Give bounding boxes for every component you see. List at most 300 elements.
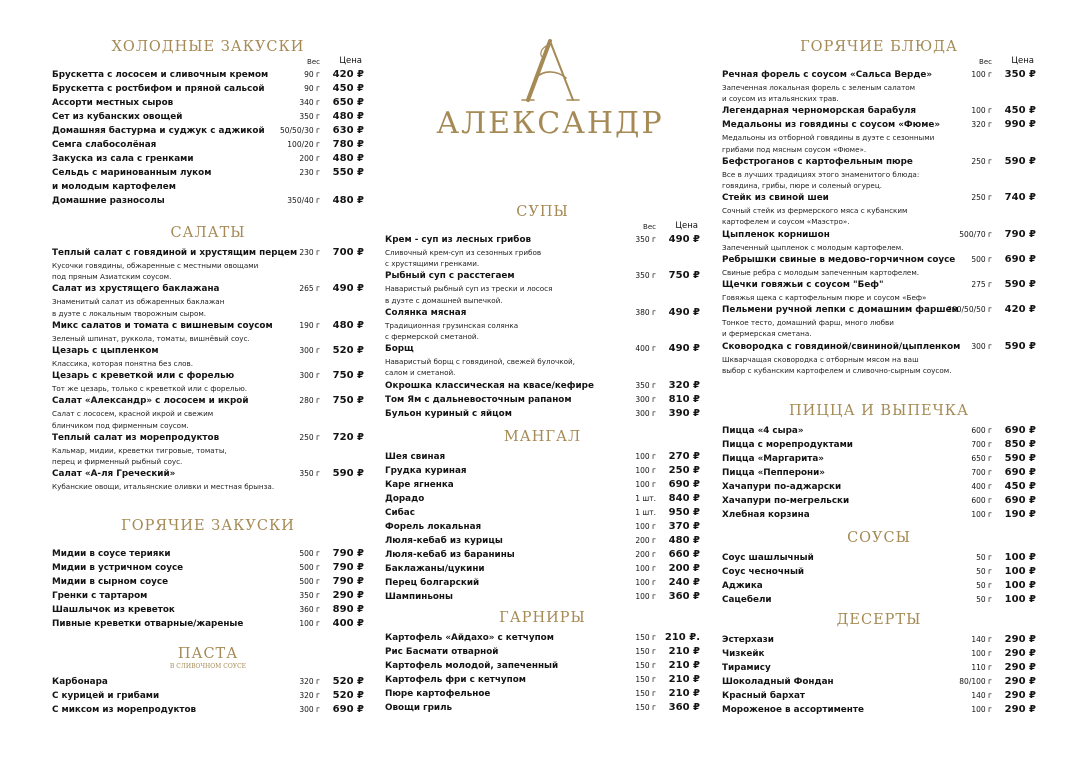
menu-item-price: 450 ₽ (1004, 481, 1036, 492)
menu-item-weight: 350 г (635, 271, 656, 281)
menu-item-weight: 50 г (976, 581, 992, 590)
menu-item (385, 701, 700, 715)
menu-item-weight: 50 г (976, 595, 992, 604)
menu-item-description: выбор с кубанским картофелем и сливочно-сырным соусом. (722, 365, 952, 375)
menu-item-row (385, 393, 700, 407)
menu-item (52, 282, 364, 318)
menu-item-name: Овощи гриль (385, 703, 453, 713)
menu-item-weight: 250 г (971, 156, 992, 166)
menu-item-price: 100 ₽ (1004, 552, 1036, 563)
menu-item-name: Мидии в устричном соусе (52, 563, 184, 573)
menu-item-row (385, 342, 700, 356)
menu-item-name: Рис Басмати отварной (385, 647, 499, 657)
menu-item-price: 690 ₽ (668, 479, 700, 490)
menu-item-name: Домашние разносолы (52, 196, 165, 206)
menu-item (385, 548, 700, 562)
menu-item-weight: 1 шт. (635, 508, 656, 517)
menu-item-weight: 350 г (299, 591, 320, 600)
menu-item-row (722, 191, 1036, 205)
menu-item-weight: 280 г (299, 396, 320, 406)
menu-item-row (52, 166, 364, 180)
menu-item-weight: 350 г (635, 235, 656, 244)
menu-item-name: Картофель «Айдахо» с кетчупом (385, 633, 554, 643)
menu-item-name: Ребрышки свиные в медово-горчичном соусе (722, 254, 956, 265)
menu-item-weight: 350 г (299, 112, 320, 121)
menu-item-name: Салат «А-ля Греческий» (52, 469, 176, 480)
weight-column-label: Вес (307, 58, 320, 66)
menu-item-price: 290 ₽ (1004, 676, 1036, 687)
menu-item (722, 675, 1036, 689)
menu-item-price: 480 ₽ (332, 195, 364, 206)
menu-item-name: Сковородка с говядиной/свининой/цыпленком (722, 341, 961, 352)
menu-item-name: Салат «Александр» с лососем и икрой (52, 396, 249, 407)
menu-item-row (722, 278, 1036, 292)
menu-item (52, 194, 364, 208)
section-grill (385, 428, 700, 604)
menu-item-weight: 265 г (299, 284, 320, 294)
menu-item-row (52, 138, 364, 152)
menu-item-row (385, 631, 700, 645)
menu-item-price: 480 ₽ (332, 319, 364, 331)
menu-item-name: Брускетта с лососем и сливочным кремом (52, 70, 269, 80)
menu-item (722, 278, 1036, 303)
menu-item-row (52, 575, 364, 589)
menu-item-description: с фермерской сметаной. (385, 332, 479, 342)
menu-item-price: 690 ₽ (1004, 253, 1036, 265)
menu-item (722, 551, 1036, 565)
menu-item (52, 589, 364, 603)
menu-item-price: 720 ₽ (332, 431, 364, 443)
section-subtitle: В СЛИВОЧНОМ СОУСЕ (169, 663, 247, 670)
section-title: ХОЛОДНЫЕ ЗАКУСКИ (111, 39, 305, 55)
menu-item-weight: 700 г (971, 440, 992, 449)
menu-item-price: 490 ₽ (668, 234, 700, 245)
menu-item-description: Тонкое тесто, домашний фарш, много любви (722, 318, 894, 328)
menu-item-price: 590 ₽ (1004, 453, 1036, 464)
column-header (52, 56, 364, 68)
menu-item (52, 394, 364, 430)
menu-item-description: картофелем и соусом «Маэстро». (722, 217, 850, 227)
menu-item-weight: 350 г (635, 380, 656, 390)
menu-item-row (52, 96, 364, 110)
menu-item-price: 210 ₽ (668, 674, 700, 685)
menu-item-description: в дуэте с домашней выпечкой. (385, 295, 503, 305)
menu-item-row (722, 633, 1036, 647)
weight-column-label: Вес (979, 58, 992, 66)
menu-item-weight: 100 г (971, 106, 992, 116)
menu-item-row (52, 344, 364, 358)
menu-item-row (722, 228, 1036, 242)
menu-item-name: Ассорти местных сыров (52, 98, 174, 108)
menu-item-row (722, 424, 1036, 438)
menu-item (722, 424, 1036, 438)
menu-item (385, 631, 700, 645)
menu-item-weight: 650 г (971, 454, 992, 463)
menu-item (722, 593, 1036, 607)
menu-item-name: Гренки с тартаром (52, 591, 148, 601)
menu-item-price: 750 ₽ (332, 395, 364, 407)
menu-item-row (52, 194, 364, 208)
menu-item-row (385, 673, 700, 687)
menu-item-name: Теплый салат из морепродуктов (52, 432, 220, 443)
menu-item-description: Запеченный цыпленок с молодым картофелем. (722, 242, 904, 252)
menu-item-weight: 250 г (299, 432, 320, 442)
menu-item-weight: 275 г (971, 280, 992, 290)
menu-item-name: Хлебная корзина (722, 510, 810, 520)
menu-item-price: 290 ₽ (1004, 704, 1036, 715)
menu-item-weight: 100 г (971, 649, 992, 658)
menu-item-weight: 400 г (635, 344, 656, 354)
menu-item-name: Люля-кебаб из баранины (385, 550, 515, 560)
menu-item-weight: 100 г (299, 619, 320, 628)
menu-item-name: Картофель фри с кетчупом (385, 675, 526, 685)
menu-item (385, 379, 700, 393)
menu-item-row (722, 303, 1036, 317)
menu-item-name: Шампиньоны (385, 592, 453, 602)
menu-item-price: 850 ₽ (1004, 439, 1036, 450)
menu-item-row (722, 647, 1036, 661)
weight-column-label: Вес (643, 223, 656, 231)
menu-item-name: Пивные креветки отварные/жареные (52, 619, 244, 629)
menu-item-row (722, 104, 1036, 118)
menu-item-description: Кальмар, мидии, креветки тигровые, томаты, (52, 445, 227, 455)
menu-item (722, 228, 1036, 253)
menu-item-weight: 700 г (971, 468, 992, 477)
section-title: ГОРЯЧИЕ БЛЮДА (800, 39, 958, 55)
menu-item-description: Наваристый рыбный суп из трески и лосося (385, 284, 553, 294)
menu-item-row (52, 689, 364, 703)
menu-item-weight: 150 г (635, 689, 656, 698)
menu-item-name-continued: и молодым картофелем (52, 182, 176, 192)
menu-item-weight: 150 г (635, 675, 656, 684)
menu-item-price: 950 ₽ (668, 507, 700, 518)
menu-item (722, 68, 1036, 104)
menu-item-price: 290 ₽ (1004, 690, 1036, 701)
menu-item-name: Карбонара (52, 677, 108, 687)
menu-item-name: Пицца «4 сыра» (722, 426, 804, 436)
menu-item-row (385, 233, 700, 247)
menu-item (722, 661, 1036, 675)
menu-item-name: Пицца с морепродуктами (722, 440, 853, 450)
menu-item-price: 780 ₽ (332, 139, 364, 150)
menu-item-row (722, 675, 1036, 689)
section-hot-dishes (722, 38, 1036, 376)
menu-item-weight: 320 г (971, 120, 992, 130)
menu-item (722, 340, 1036, 376)
menu-item-row (385, 506, 700, 520)
menu-item-price: 100 ₽ (1004, 580, 1036, 591)
menu-item-row (385, 520, 700, 534)
menu-item-row (385, 576, 700, 590)
section-salads (52, 224, 364, 492)
menu-item-price: 210 ₽ (668, 646, 700, 657)
menu-item-row (722, 340, 1036, 354)
menu-item (722, 104, 1036, 118)
menu-item-name: Мидии в сырном соусе (52, 577, 169, 587)
menu-item-name: Каре ягненка (385, 480, 454, 490)
menu-item-price: 630 ₽ (332, 125, 364, 136)
section-title: СУПЫ (516, 204, 569, 220)
menu-item-price: 740 ₽ (1004, 192, 1036, 204)
menu-item-weight: 50 г (976, 553, 992, 562)
menu-item-weight: 350/40 г (287, 196, 320, 205)
menu-item-weight: 300 г (299, 371, 320, 381)
menu-item-price: 550 ₽ (332, 167, 364, 178)
menu-item-weight: 150 г (635, 703, 656, 712)
menu-item-weight: 150 г (635, 633, 656, 642)
menu-item (52, 110, 364, 124)
section-title: МАНГАЛ (503, 429, 582, 445)
menu-item-row (722, 452, 1036, 466)
menu-item-weight: 250 г (971, 193, 992, 203)
menu-item (52, 138, 364, 152)
menu-item-weight: 100 г (635, 592, 656, 601)
menu-item (385, 590, 700, 604)
menu-item (52, 617, 364, 631)
section-title: ПИЦЦА И ВЫПЕЧКА (789, 403, 969, 419)
menu-item-name: Дорадо (385, 494, 425, 504)
menu-item-weight: 150 г (635, 661, 656, 670)
menu-item-row (52, 110, 364, 124)
menu-item-name: Закуска из сала с гренками (52, 154, 194, 164)
menu-item-price: 290 ₽ (332, 590, 364, 601)
menu-item-name: Мидии в соусе терияки (52, 549, 171, 559)
menu-item (722, 494, 1036, 508)
menu-item-row (722, 579, 1036, 593)
menu-item-price: 210 ₽ (668, 660, 700, 671)
section-title: ГАРНИРЫ (499, 610, 586, 626)
menu-item-description: Наваристый борщ с говядиной, свежей булочкой, (385, 357, 575, 367)
brand-logo (410, 38, 690, 158)
menu-item (722, 303, 1036, 339)
menu-item (52, 467, 364, 492)
menu-item (722, 689, 1036, 703)
menu-item-name: С курицей и грибами (52, 691, 160, 701)
menu-item-row (385, 659, 700, 673)
menu-item-row (722, 661, 1036, 675)
menu-item-name: Шоколадный Фондан (722, 677, 834, 687)
menu-item-price: 690 ₽ (332, 704, 364, 715)
menu-item-price: 450 ₽ (1004, 105, 1036, 117)
section-soups (385, 203, 700, 421)
menu-item-name: Пицца «Маргарита» (722, 454, 824, 464)
menu-item-row (52, 68, 364, 82)
menu-item (52, 575, 364, 589)
menu-item (385, 576, 700, 590)
menu-item-weight: 500 г (299, 549, 320, 558)
menu-item-weight: 500 г (971, 254, 992, 264)
menu-item-row (385, 645, 700, 659)
menu-item-weight: 110 г (971, 663, 992, 672)
menu-item-name: Форель локальная (385, 522, 482, 532)
menu-item-description: и соусом из итальянских трав. (722, 94, 839, 104)
menu-item-price: 520 ₽ (332, 345, 364, 357)
menu-item-description: Традиционная грузинская солянка (385, 320, 519, 330)
menu-item-weight: 340 г (299, 98, 320, 107)
menu-item-price: 390 ₽ (668, 407, 700, 419)
menu-item-row (52, 152, 364, 166)
menu-item-price: 210 ₽ (668, 688, 700, 699)
menu-item (722, 466, 1036, 480)
menu-item-price: 650 ₽ (332, 97, 364, 108)
menu-item (722, 565, 1036, 579)
menu-item (52, 369, 364, 394)
menu-item-price: 270 ₽ (668, 451, 700, 462)
menu-item-row (52, 319, 364, 333)
menu-item-row (52, 282, 364, 296)
menu-item-description: Запеченная локальная форель с зеленым салатом (722, 83, 916, 92)
menu-item-weight: 400 г (971, 482, 992, 491)
menu-item-description: Сливочный крем-суп из сезонных грибов (385, 248, 542, 257)
menu-item-weight: 100 г (971, 510, 992, 519)
menu-item-name: Эстерхази (722, 635, 774, 645)
menu-item-price: 590 ₽ (332, 468, 364, 480)
menu-item-row (385, 478, 700, 492)
menu-item-row (385, 590, 700, 604)
menu-item-price: 660 ₽ (668, 549, 700, 560)
menu-item-price: 690 ₽ (1004, 495, 1036, 506)
menu-item (385, 393, 700, 407)
menu-item-weight: 100 г (635, 452, 656, 461)
section-desserts (722, 611, 1036, 717)
menu-item-name: Аджика (722, 581, 763, 591)
menu-item (52, 124, 364, 138)
menu-item-price: 590 ₽ (1004, 279, 1036, 291)
section-title: ДЕСЕРТЫ (836, 612, 922, 628)
menu-item-row (52, 589, 364, 603)
section-title: ПАСТА (177, 646, 239, 662)
menu-item-weight: 200 г (299, 154, 320, 163)
menu-item-price: 240 ₽ (668, 577, 700, 588)
column-header (722, 56, 1036, 68)
menu-item-row (722, 689, 1036, 703)
menu-item-weight: 90 г (304, 70, 320, 79)
menu-item-weight: 140 г (971, 691, 992, 700)
menu-item-price: 420 ₽ (1004, 304, 1036, 316)
menu-item-price: 370 ₽ (668, 521, 700, 532)
menu-item (385, 506, 700, 520)
menu-item-price: 320 ₽ (668, 379, 700, 391)
menu-item-row (722, 155, 1036, 169)
menu-item-name: Картофель молодой, запеченный (385, 661, 559, 671)
menu-item-price: 840 ₽ (668, 493, 700, 504)
section-pasta (52, 645, 364, 717)
menu-item-weight: 140 г (971, 635, 992, 644)
menu-item-price: 200 ₽ (668, 563, 700, 574)
menu-item-name: Соус шашлычный (722, 553, 814, 563)
menu-item-name: Красный бархат (722, 691, 805, 701)
menu-item-name: Тирамису (722, 663, 771, 673)
menu-item-row (385, 687, 700, 701)
menu-item-name: Рыбный суп с расстегаем (385, 271, 515, 282)
menu-item-price: 990 ₽ (1004, 119, 1036, 131)
menu-item-row (52, 431, 364, 445)
menu-item-name: Шея свиная (385, 452, 446, 462)
menu-item-name: Бульон куриный с яйцом (385, 408, 512, 419)
menu-item (52, 689, 364, 703)
menu-item-row (722, 508, 1036, 522)
menu-item-weight: 300 г (971, 341, 992, 351)
menu-item (52, 703, 364, 717)
menu-item (722, 480, 1036, 494)
column-header (385, 221, 700, 233)
menu-item-row (52, 82, 364, 96)
menu-item (385, 233, 700, 269)
menu-item-description: Классика, которая понятна без слов. (52, 359, 194, 369)
menu-item-name: Перец болгарский (385, 578, 480, 588)
menu-item-weight: 300 г (299, 705, 320, 714)
menu-item-price: 750 ₽ (668, 270, 700, 282)
menu-item-name: Сацебели (722, 595, 772, 605)
menu-item-row (722, 480, 1036, 494)
menu-item-weight: 190 г (299, 320, 320, 330)
menu-item-price: 290 ₽ (1004, 648, 1036, 659)
menu-item (52, 547, 364, 561)
menu-item-row (722, 253, 1036, 267)
menu-item (52, 344, 364, 369)
menu-item (385, 478, 700, 492)
menu-item-name: Цезарь с креветкой или с форелью (52, 371, 235, 382)
menu-item-row (722, 703, 1036, 717)
menu-item (722, 438, 1036, 452)
menu-item-description: Зеленый шпинат, руккола, томаты, вишнёвый соус. (52, 333, 250, 343)
menu-item-row (385, 464, 700, 478)
menu-item-description: в дуэте с локальным творожным сыром. (52, 308, 207, 318)
menu-item-weight: 100 г (635, 466, 656, 475)
menu-item-description: блинчиком под фирменным соусом. (52, 420, 189, 430)
menu-item-name: Том Ям с дальневосточным рапаном (385, 394, 572, 405)
menu-item-weight: 350 г (299, 469, 320, 479)
menu-item-weight: 360 г (299, 605, 320, 614)
menu-item-name: Солянка мясная (385, 307, 467, 318)
menu-item-row (52, 394, 364, 408)
menu-item (52, 431, 364, 467)
menu-item-weight: 230 г (299, 248, 320, 257)
menu-item-price: 400 ₽ (332, 618, 364, 629)
menu-item-name: Микс салатов и томата с вишневым соусом (52, 320, 273, 331)
menu-item (52, 603, 364, 617)
menu-item-row (722, 551, 1036, 565)
brand-name: АЛЕКСАНДР (436, 106, 664, 141)
menu-item (385, 492, 700, 506)
menu-item-row (385, 548, 700, 562)
menu-item-description: Говяжья щека с картофельным пюре и соусом «Беф» (722, 293, 927, 303)
menu-item-name: Окрошка классическая на квасе/кефире (385, 380, 594, 391)
menu-item (52, 96, 364, 110)
section-title: ГОРЯЧИЕ ЗАКУСКИ (121, 518, 295, 534)
menu-item-row (722, 494, 1036, 508)
menu-item (385, 342, 700, 378)
menu-item-weight: 200 г (635, 536, 656, 545)
menu-item-description: Салат с лососем, красной икрой и свежим (52, 409, 214, 419)
menu-item-description: Свиные ребра с молодым запеченным картофелем. (722, 267, 920, 277)
menu-item-name: Речная форель с соусом «Сальса Верде» (722, 70, 933, 80)
menu-item-name: Пельмени ручной лепки с домашним фаршем (722, 305, 959, 316)
menu-item-row (52, 467, 364, 481)
menu-item-price: 290 ₽ (1004, 662, 1036, 673)
menu-item-weight: 300 г (635, 408, 656, 418)
menu-item-price: 350 ₽ (1004, 69, 1036, 80)
menu-item-name: Баклажаны/цукини (385, 564, 485, 574)
menu-item-name: Люля-кебаб из курицы (385, 536, 503, 546)
menu-item-name: Домашняя бастурма и суджук с аджикой (52, 126, 265, 136)
menu-item-name: Грудка куриная (385, 466, 467, 476)
menu-item-price: 450 ₽ (332, 83, 364, 94)
menu-item-row (722, 438, 1036, 452)
menu-item-row (52, 547, 364, 561)
menu-item-row (722, 565, 1036, 579)
menu-item (722, 703, 1036, 717)
